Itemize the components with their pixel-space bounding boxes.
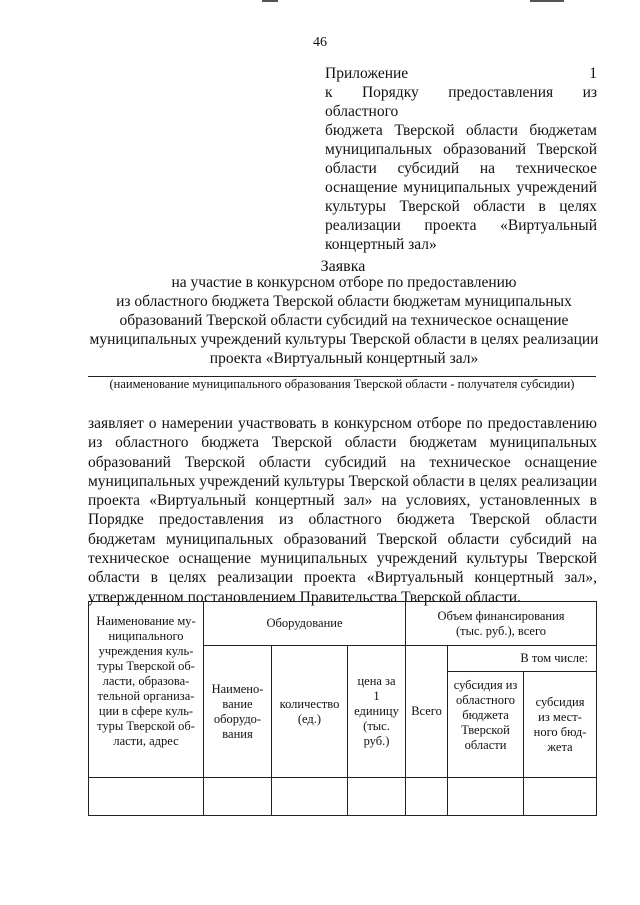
header-text-line: жета (547, 739, 573, 754)
header-text-line: туры Тверской об- (97, 659, 195, 673)
header-text-line: субсидия (535, 694, 585, 709)
header-text-line: (тыс. руб.), всего (455, 623, 547, 638)
body-line: проекта «Виртуальный концертный зал» на условиях, установленных в (88, 492, 597, 510)
appendix-line: области субсидий на техническое (325, 160, 597, 177)
header-text-line: 1 (373, 689, 380, 703)
body-line: утвержденном постановлением Правительства Тверской области. (88, 588, 521, 606)
table-cell[interactable] (406, 778, 448, 816)
header-text-line: руб.) (363, 734, 390, 748)
header-text-line: субсидия из (453, 678, 518, 692)
header-funding-including: В том числе: (448, 646, 597, 672)
header-text-line: Наименование му- (96, 614, 196, 628)
header-text-line: ции в сфере куль- (98, 704, 194, 718)
table-cell[interactable] (524, 778, 597, 816)
document-title: Заявка (320, 258, 366, 275)
appendix-line: культуры Тверской области в целях (325, 198, 597, 215)
subtitle-line: образований Тверской области субсидий на техническое оснащение (119, 312, 569, 329)
appendix-line: концертный зал» (325, 236, 437, 253)
scan-edge-mark (262, 0, 278, 2)
header-text-line: оборудо- (213, 711, 262, 726)
header-text-line: учреждения куль- (98, 644, 194, 658)
table-row (89, 778, 597, 816)
header-text-line: Наимено- (211, 681, 264, 696)
header-equipment-quantity (272, 646, 348, 778)
body-line: муниципальных учреждений культуры Тверской области в целях реализации (88, 472, 597, 490)
document-subtitle (82, 273, 606, 368)
funding-table (88, 601, 597, 816)
header-text-line: единицу (354, 704, 399, 718)
header-funding (406, 602, 597, 646)
header-text-line: Объем финансирования (437, 608, 565, 623)
body-line: Порядке предоставления из областного бюджета Тверской области (88, 511, 597, 529)
header-text-line: Тверской (461, 723, 510, 737)
appendix-line: муниципальных образований Тверской (325, 141, 597, 158)
subtitle-line: из областного бюджета Тверской области бюджетам муниципальных (116, 293, 572, 310)
appendix-line: оснащение муниципальных учреждений (325, 179, 597, 196)
appendix-line: Приложение 1 (325, 65, 597, 82)
table-cell[interactable] (204, 778, 272, 816)
subtitle-line: на участие в конкурсном отборе по предоставлению (171, 274, 517, 291)
header-regional-subsidy (448, 672, 524, 778)
header-text-line: (ед.) (297, 711, 322, 726)
header-text-line: бюджета (462, 708, 509, 722)
header-text-line: областного (455, 693, 516, 707)
header-text-line: вание (222, 696, 253, 711)
header-text-line: вания (222, 726, 253, 741)
header-equipment-name (204, 646, 272, 778)
body-line: образований Тверской области субсидий на техническое оснащение (88, 453, 597, 471)
table-cell[interactable] (272, 778, 348, 816)
subtitle-line: проекта «Виртуальный концертный зал» (209, 350, 479, 367)
appendix-line: бюджета Тверской области бюджетам (325, 122, 597, 139)
body-line: техническое оснащение муниципальных учреждений культуры Тверской (88, 550, 597, 568)
header-text-line: из мест- (538, 709, 582, 724)
body-paragraph (88, 414, 597, 607)
page-number: 46 (313, 35, 327, 50)
header-local-budget (524, 672, 597, 778)
body-line: бюджетам муниципальных образований Тверской области субсидий на (88, 530, 597, 548)
table-cell[interactable] (89, 778, 204, 816)
body-line: заявляет о намерении участвовать в конкурсном отборе по предоставлению (88, 415, 597, 432)
table-cell[interactable] (448, 778, 524, 816)
header-funding-total: Всего (406, 646, 448, 778)
body-line: из областного бюджета Тверской области бюджетам муниципальных (88, 434, 597, 452)
header-text-line: ниципального (108, 629, 184, 643)
subtitle-line: муниципальных учреждений культуры Тверской области в целях реализации (89, 331, 599, 348)
header-text-line: ласти, образова- (102, 674, 190, 688)
header-text-line: ного бюд- (533, 724, 587, 739)
header-text-line: количество (279, 696, 340, 711)
header-text-line: цена за (357, 674, 396, 688)
scan-edge-mark (530, 0, 564, 2)
header-text-line: ласти, адрес (113, 734, 179, 748)
table-cell[interactable] (348, 778, 406, 816)
header-text-line: тельной организа- (97, 689, 195, 703)
header-institution (89, 602, 204, 778)
appendix-line: к Порядку предоставления из областного (325, 84, 597, 120)
header-equipment: Оборудование (204, 602, 406, 646)
header-text-line: области (464, 738, 507, 752)
body-line: области в целях реализации проекта «Виртуальный концертный зал», (88, 569, 597, 587)
header-equipment-unit-price (348, 646, 406, 778)
appendix-line: реализации проекта «Виртуальный (325, 217, 597, 234)
header-text-line: (тыс. (363, 719, 390, 733)
appendix-header (325, 64, 597, 254)
header-text-line: туры Тверской об- (97, 719, 195, 733)
fill-in-caption: (наименование муниципального образования Тверской области - получателя субсидии) (109, 377, 575, 391)
